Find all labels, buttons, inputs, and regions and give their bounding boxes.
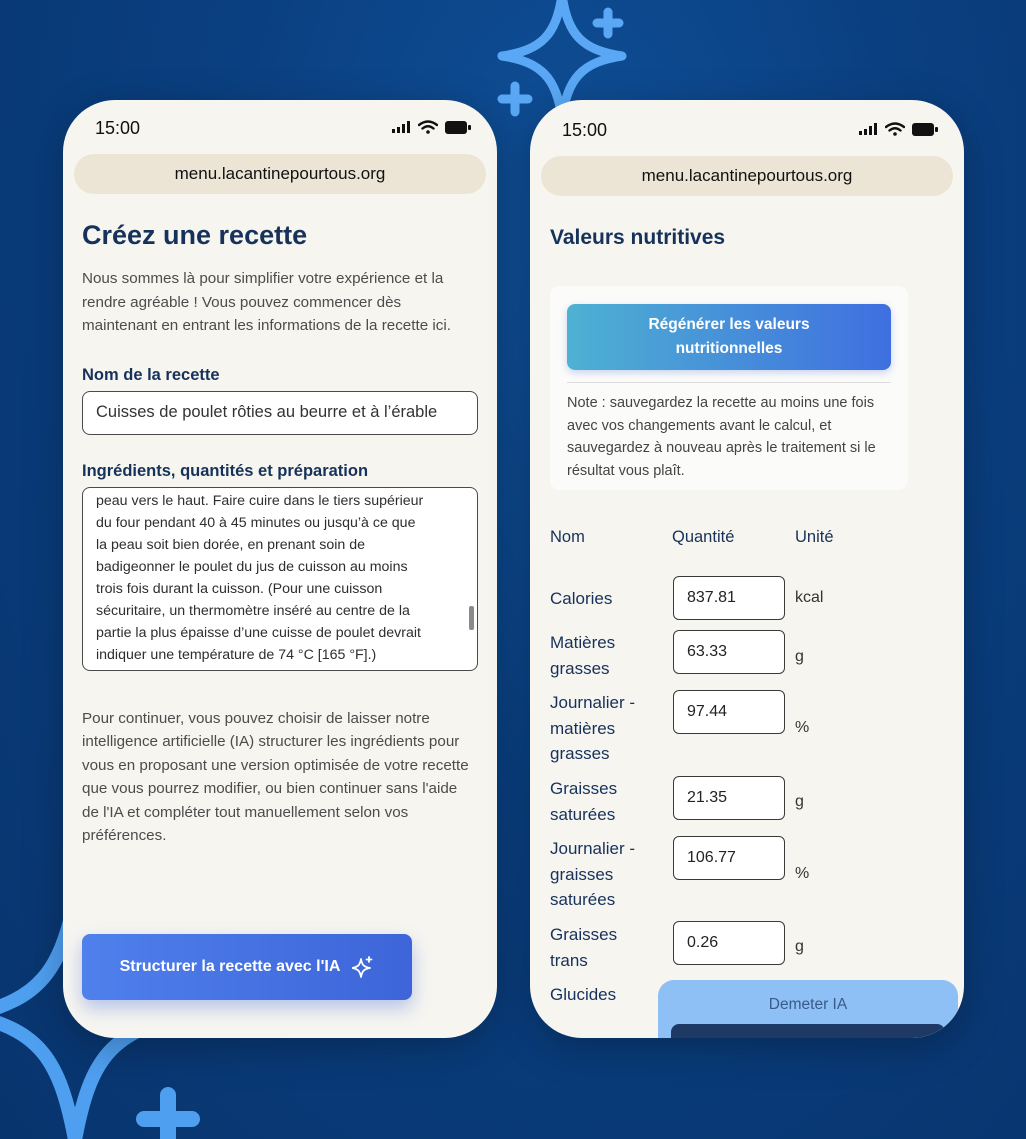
ingredients-line: badigeonner le poulet du jus de cuisson au moins bbox=[96, 558, 408, 575]
wifi-icon bbox=[418, 120, 438, 134]
quantity-input-saturated-fat[interactable]: 21.35 bbox=[673, 776, 785, 820]
nutrient-label-daily-fat bbox=[550, 690, 635, 767]
nutrient-label-line: grasses bbox=[550, 658, 610, 678]
phone-nutrition bbox=[530, 100, 964, 1038]
nutrient-label-calories bbox=[550, 586, 612, 612]
battery-icon bbox=[445, 121, 471, 134]
unit-daily-fat: % bbox=[795, 719, 810, 736]
nutrient-label-fat bbox=[550, 630, 615, 681]
nutrient-label-line: saturées bbox=[550, 890, 616, 909]
recipe-form bbox=[82, 220, 478, 848]
assistant-panel[interactable] bbox=[658, 980, 958, 1038]
status-bar bbox=[530, 118, 964, 144]
phone-recipe-form bbox=[63, 100, 497, 1038]
ingredients-text bbox=[96, 487, 459, 670]
recipe-name-input[interactable]: Cuisses de poulet rôties au beurre et à l’érable bbox=[82, 391, 478, 435]
nutrient-label-line: trans bbox=[550, 950, 588, 970]
wifi-icon bbox=[885, 122, 905, 136]
assistant-input-bar[interactable] bbox=[671, 1024, 945, 1038]
textarea-scrollbar[interactable] bbox=[469, 606, 474, 630]
quantity-input-calories[interactable]: 837.81 bbox=[673, 576, 785, 620]
unit-daily-saturated-fat: % bbox=[795, 865, 810, 882]
nutrient-label-carbs bbox=[550, 982, 616, 1008]
battery-icon bbox=[912, 123, 938, 136]
nutrient-label-line: Journalier - bbox=[550, 839, 636, 858]
nutrient-label-line: saturées bbox=[550, 804, 616, 824]
divider bbox=[567, 382, 891, 383]
nutrient-label-line: grasses bbox=[550, 744, 610, 763]
quantity-input-daily-fat[interactable]: 97.44 bbox=[673, 690, 785, 734]
nutrient-label-line: matières bbox=[550, 718, 616, 738]
system-icons bbox=[391, 120, 471, 134]
nutrient-label-line: graisses bbox=[550, 864, 614, 884]
status-time: 15:00 bbox=[562, 120, 608, 140]
regenerate-button[interactable] bbox=[567, 304, 891, 370]
continue-text: Pour continuer, vous pouvez choisir de laisser notre intelligence artificielle (IA) structurer les ingrédients pour vous en proposant une version optimisée de votre recette que vous pourrez modifier, ou bien continuer sans l'aide de l'IA et compléter tout manuellement selon vos préférences. bbox=[82, 709, 469, 844]
ingredients-label: Ingrédients, quantités et préparation bbox=[82, 461, 369, 480]
nutrient-label-line: Journalier - bbox=[550, 693, 636, 712]
status-time: 15:00 bbox=[95, 118, 141, 138]
save-note: Note : sauvegardez la recette au moins une fois avec vos changements avant le calcul, et sauvegardez à nouveau après le traitement si le résultat vous plaît. bbox=[567, 395, 876, 479]
quantity-input-trans-fat[interactable]: 0.26 bbox=[673, 921, 785, 965]
system-icons bbox=[858, 122, 938, 136]
sparkles-icon bbox=[352, 956, 374, 978]
nutrient-label-line: Graisses bbox=[550, 779, 618, 798]
regenerate-label-line1: Régénérer les valeurs bbox=[648, 316, 810, 333]
address-bar[interactable]: menu.lacantinepourtous.org bbox=[541, 156, 953, 196]
structure-with-ai-button[interactable] bbox=[82, 934, 412, 1000]
unit-fat: g bbox=[795, 648, 804, 665]
recipe-name-label: Nom de la recette bbox=[82, 365, 220, 384]
status-bar bbox=[63, 116, 497, 142]
unit-trans-fat: g bbox=[795, 938, 804, 955]
quantity-input-fat[interactable]: 63.33 bbox=[673, 630, 785, 674]
intro-text: Nous sommes là pour simplifier votre expérience et la rendre agréable ! Vous pouvez commencer dès maintenant en entrant les informations de la recette ici. bbox=[82, 270, 451, 334]
nutrient-label-line: Glucides bbox=[550, 985, 617, 1004]
assistant-title: Demeter IA bbox=[768, 996, 848, 1013]
ingredients-line: la peau soit bien dorée, en prenant soin de bbox=[96, 536, 365, 553]
ingredients-line: peau vers le haut. Faire cuire dans le tiers supérieur bbox=[96, 492, 424, 509]
ai-button-label: Structurer la recette avec l'IA bbox=[119, 958, 341, 975]
quantity-input-daily-saturated-fat[interactable]: 106.77 bbox=[673, 836, 785, 880]
ingredients-line: du four pendant 40 à 45 minutes ou jusqu’à ce que bbox=[96, 514, 416, 531]
nutrient-label-line: Calories bbox=[550, 589, 613, 608]
nutrient-label-trans-fat bbox=[550, 922, 617, 973]
address-bar[interactable]: menu.lacantinepourtous.org bbox=[74, 154, 486, 194]
ingredients-line: sécuritaire, un thermomètre inséré au centre de la bbox=[96, 602, 410, 619]
column-header-unit: Unité bbox=[795, 528, 834, 546]
regenerate-label-line2: nutritionnelles bbox=[675, 340, 783, 357]
ingredients-textarea[interactable] bbox=[82, 487, 478, 671]
page-title: Créez une recette bbox=[82, 220, 308, 250]
nutrient-label-daily-saturated-fat bbox=[550, 836, 635, 913]
ingredients-line: indiquer une température de 74 °C [165 °F].) bbox=[96, 646, 377, 663]
nutrient-label-line: Matières bbox=[550, 633, 616, 652]
column-header-quantity: Quantité bbox=[672, 528, 735, 546]
column-header-name: Nom bbox=[550, 528, 585, 546]
unit-saturated-fat: g bbox=[795, 793, 804, 810]
section-title: Valeurs nutritives bbox=[550, 226, 726, 249]
ingredients-line: partie la plus épaisse d’une cuisse de poulet devrait bbox=[96, 624, 421, 641]
signal-icon bbox=[391, 121, 411, 133]
nutrient-label-saturated-fat bbox=[550, 776, 617, 827]
nutrient-label-line: Graisses bbox=[550, 925, 618, 944]
regenerate-card bbox=[550, 286, 908, 490]
ingredients-line: trois fois durant la cuisson. (Pour une cuisson bbox=[96, 580, 383, 597]
unit-calories: kcal bbox=[795, 589, 824, 606]
signal-icon bbox=[858, 123, 878, 135]
